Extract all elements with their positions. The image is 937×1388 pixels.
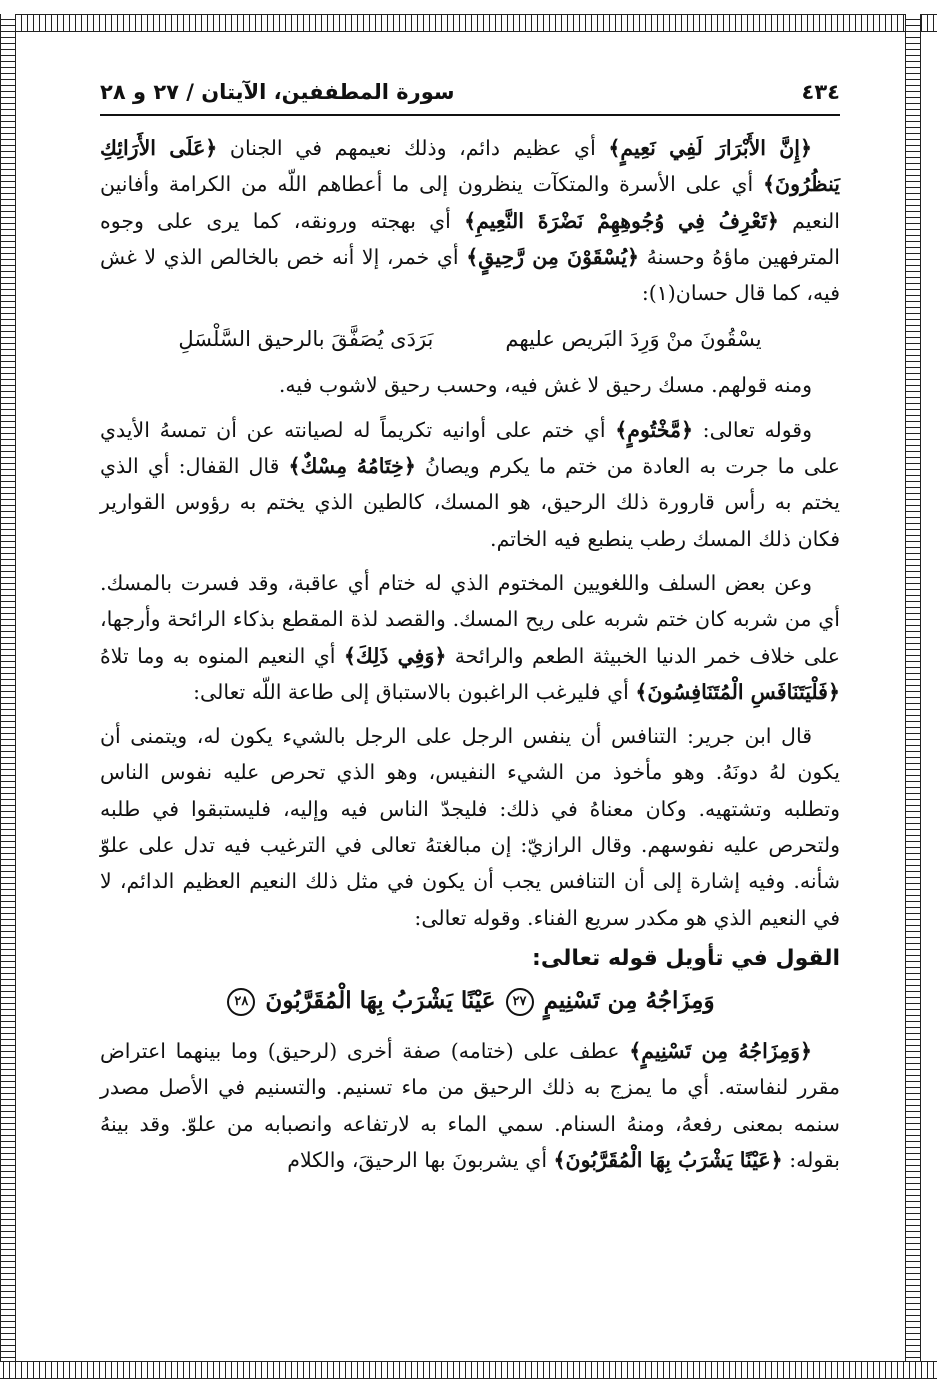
verse-part-1: وَمِزَاجُهُ مِن تَسْنِيمٍ (543, 986, 715, 1014)
quran-quote: ﴿إِنَّ الأَبْرَارَ لَفِي نَعِيمٍ﴾ (608, 136, 812, 160)
running-header (100, 72, 840, 116)
poetry-verse (100, 313, 840, 365)
paragraph-2 (100, 367, 840, 403)
paragraph-3 (100, 412, 840, 557)
commentary-text: أي يشربونَ بها الرحيقَ، والكلام (287, 1147, 554, 1172)
poetry-hemistich-first: يسْقُونَ منْ وَرِدَ البَريص عليهم (505, 327, 762, 352)
paragraph-5 (100, 718, 840, 936)
paragraph-1 (100, 130, 840, 311)
commentary-text: قال القفال: أي الذي يختم به رأس قارورة ذلك الرحيق، هو المسك، كالطين الذي يختم به رؤوس القوارير فكان ذلك المسك رطب ينطبع فيه الخاتم. (100, 454, 840, 551)
quran-quote: ﴿تَعْرِفُ فِي وُجُوهِهِمْ نَضْرَةَ النَّعِيمِ﴾ (464, 208, 779, 233)
commentary-text: قال ابن جرير: التنافس أن ينفس الرجل على الرجل بالشيء يكون له، ويتمنى أن يكون لهُ دونَهُ. وهو مأخوذ من الشيء النفيس، وهو الذي تحرص عليه نفوس الناس وتطلبه وتشتهيه. وكان معناهُ في ذلك: فليجدّ الناس فيه وإليه، فليستبقوا في طلبه ولتحرص عليه نفوسهم. وقال الرازيّ: إن مبالغتهُ تعالى في الترغيب فيه تدل على علوّ شأنه. وفيه إشارة إلى أن التنافس يجب أن يكون في مثل ذلك النعيم العظيم الدائم، لا في النعيم الذي هو مكدر سريع الفناء. وقوله تعالى: (100, 724, 840, 930)
page-body (100, 72, 840, 1178)
poetry-hemistich-second: بَرَدَى يُصَفَّقَ بالرحيق السَّلْسَلِ (178, 327, 434, 352)
commentary-text: أي فليرغب الراغبون بالاستباق إلى طاعة اللّه تعالى: (193, 679, 636, 704)
ornamental-border-top (0, 14, 937, 32)
quran-quote: ﴿يُسْقَوْنَ مِن رَّحِيقٍ﴾ (466, 244, 640, 269)
ornamental-border-bottom (0, 1361, 937, 1379)
paragraph-6 (100, 1033, 840, 1178)
quran-quote: ﴿خِتَامُهُ مِسْكٌ﴾ (288, 454, 416, 479)
section-heading: القول في تأويل قوله تعالى: (532, 945, 840, 971)
commentary-text: أي النعيم المنوه به وما تلاهُ (100, 643, 344, 668)
quran-quote: ﴿وَمِزَاجُهُ مِن تَسْنِيمٍ﴾ (629, 1038, 812, 1063)
commentary-text: وعن بعض السلف واللغويين المختوم الذي له ختام أي عاقبة، وقد فسرت بالمسك. أي من شربه كان ختم شربه على ريح المسك. والقصد لذة المقطع بذكاء الرائحة وأرجها، على خلاف خمر الدنيا الخبيثة الطعم والرائحة (100, 570, 840, 668)
commentary-text: وقوله تعالى: (692, 417, 812, 442)
running-title: سورة المطففين، الآيتان / ٢٧ و ٢٨ (100, 80, 455, 104)
quran-quote: ﴿فَلْيَتَنَافَسِ الْمُتَنَافِسُونَ﴾ (635, 679, 840, 704)
page-number: ٤٣٤ (801, 80, 840, 104)
paragraph-4 (100, 565, 840, 710)
quran-quote: ﴿عَلَى الأَرَائِكِ يَنظُرُونَ﴾ (100, 136, 840, 197)
ornamental-border-right (905, 14, 921, 1379)
commentary-text: ومنه قولهم. مسك رحيق لا غش فيه، وحسب رحيق لاشوب فيه. (278, 373, 812, 398)
ornamental-border-left (0, 14, 16, 1379)
commentary-text: أي على الأسرة والمتكآت ينظرون إلى ما أعطاهم اللّه من الكرامة وأفانين النعيم (100, 172, 840, 233)
commentary-text: أي ختم على أوانيه تكريماً له لصيانته عن أن تمسهُ الأيدي على ما جرت به العادة من ختم ما يكرم ويصانُ (100, 417, 840, 479)
quran-quote: ﴿عَيْنًا يَشْرَبُ بِهَا الْمُقَرَّبُونَ﴾ (553, 1147, 783, 1172)
verse-part-2: عَيْنًا يَشْرَبُ بِهَا الْمُقَرَّبُونَ (265, 986, 496, 1014)
commentary-text: أي بهجته ورونقه، كما يرى على وجوه المترفهين ماؤهُ وحسنهُ (100, 208, 840, 269)
commentary-text: عطف على (ختامه) صفة أخرى (لرحيق) وما بينهما اعتراض مقرر لنفاسته. أي ما يمزج به ذلك الرحيق من ماء تسنيم. والتسنيم في الأصل مصدر سنمه بمعنى رفعهُ، ومنهُ السنام. سمي الماء به لارتفاعه وانصبابه من علوّ. وقد بينهُ بقوله: (100, 1038, 840, 1172)
quran-quote: ﴿وَفِي ذَلِكَ﴾ (343, 643, 447, 668)
quran-verse (100, 977, 840, 1025)
commentary-text: أي عظيم دائم، وذلك نعيمهم في الجنان (217, 136, 609, 160)
ayah-number-marker: ٢٨ (227, 988, 255, 1016)
commentary-text: أي خمر، إلا أنه خص بالخالص الذي لا غش فيه، كما قال حسان(١): (100, 244, 840, 306)
quran-quote: ﴿مَّخْتُومٍ﴾ (615, 417, 693, 442)
ayah-number-marker: ٢٧ (506, 988, 534, 1016)
